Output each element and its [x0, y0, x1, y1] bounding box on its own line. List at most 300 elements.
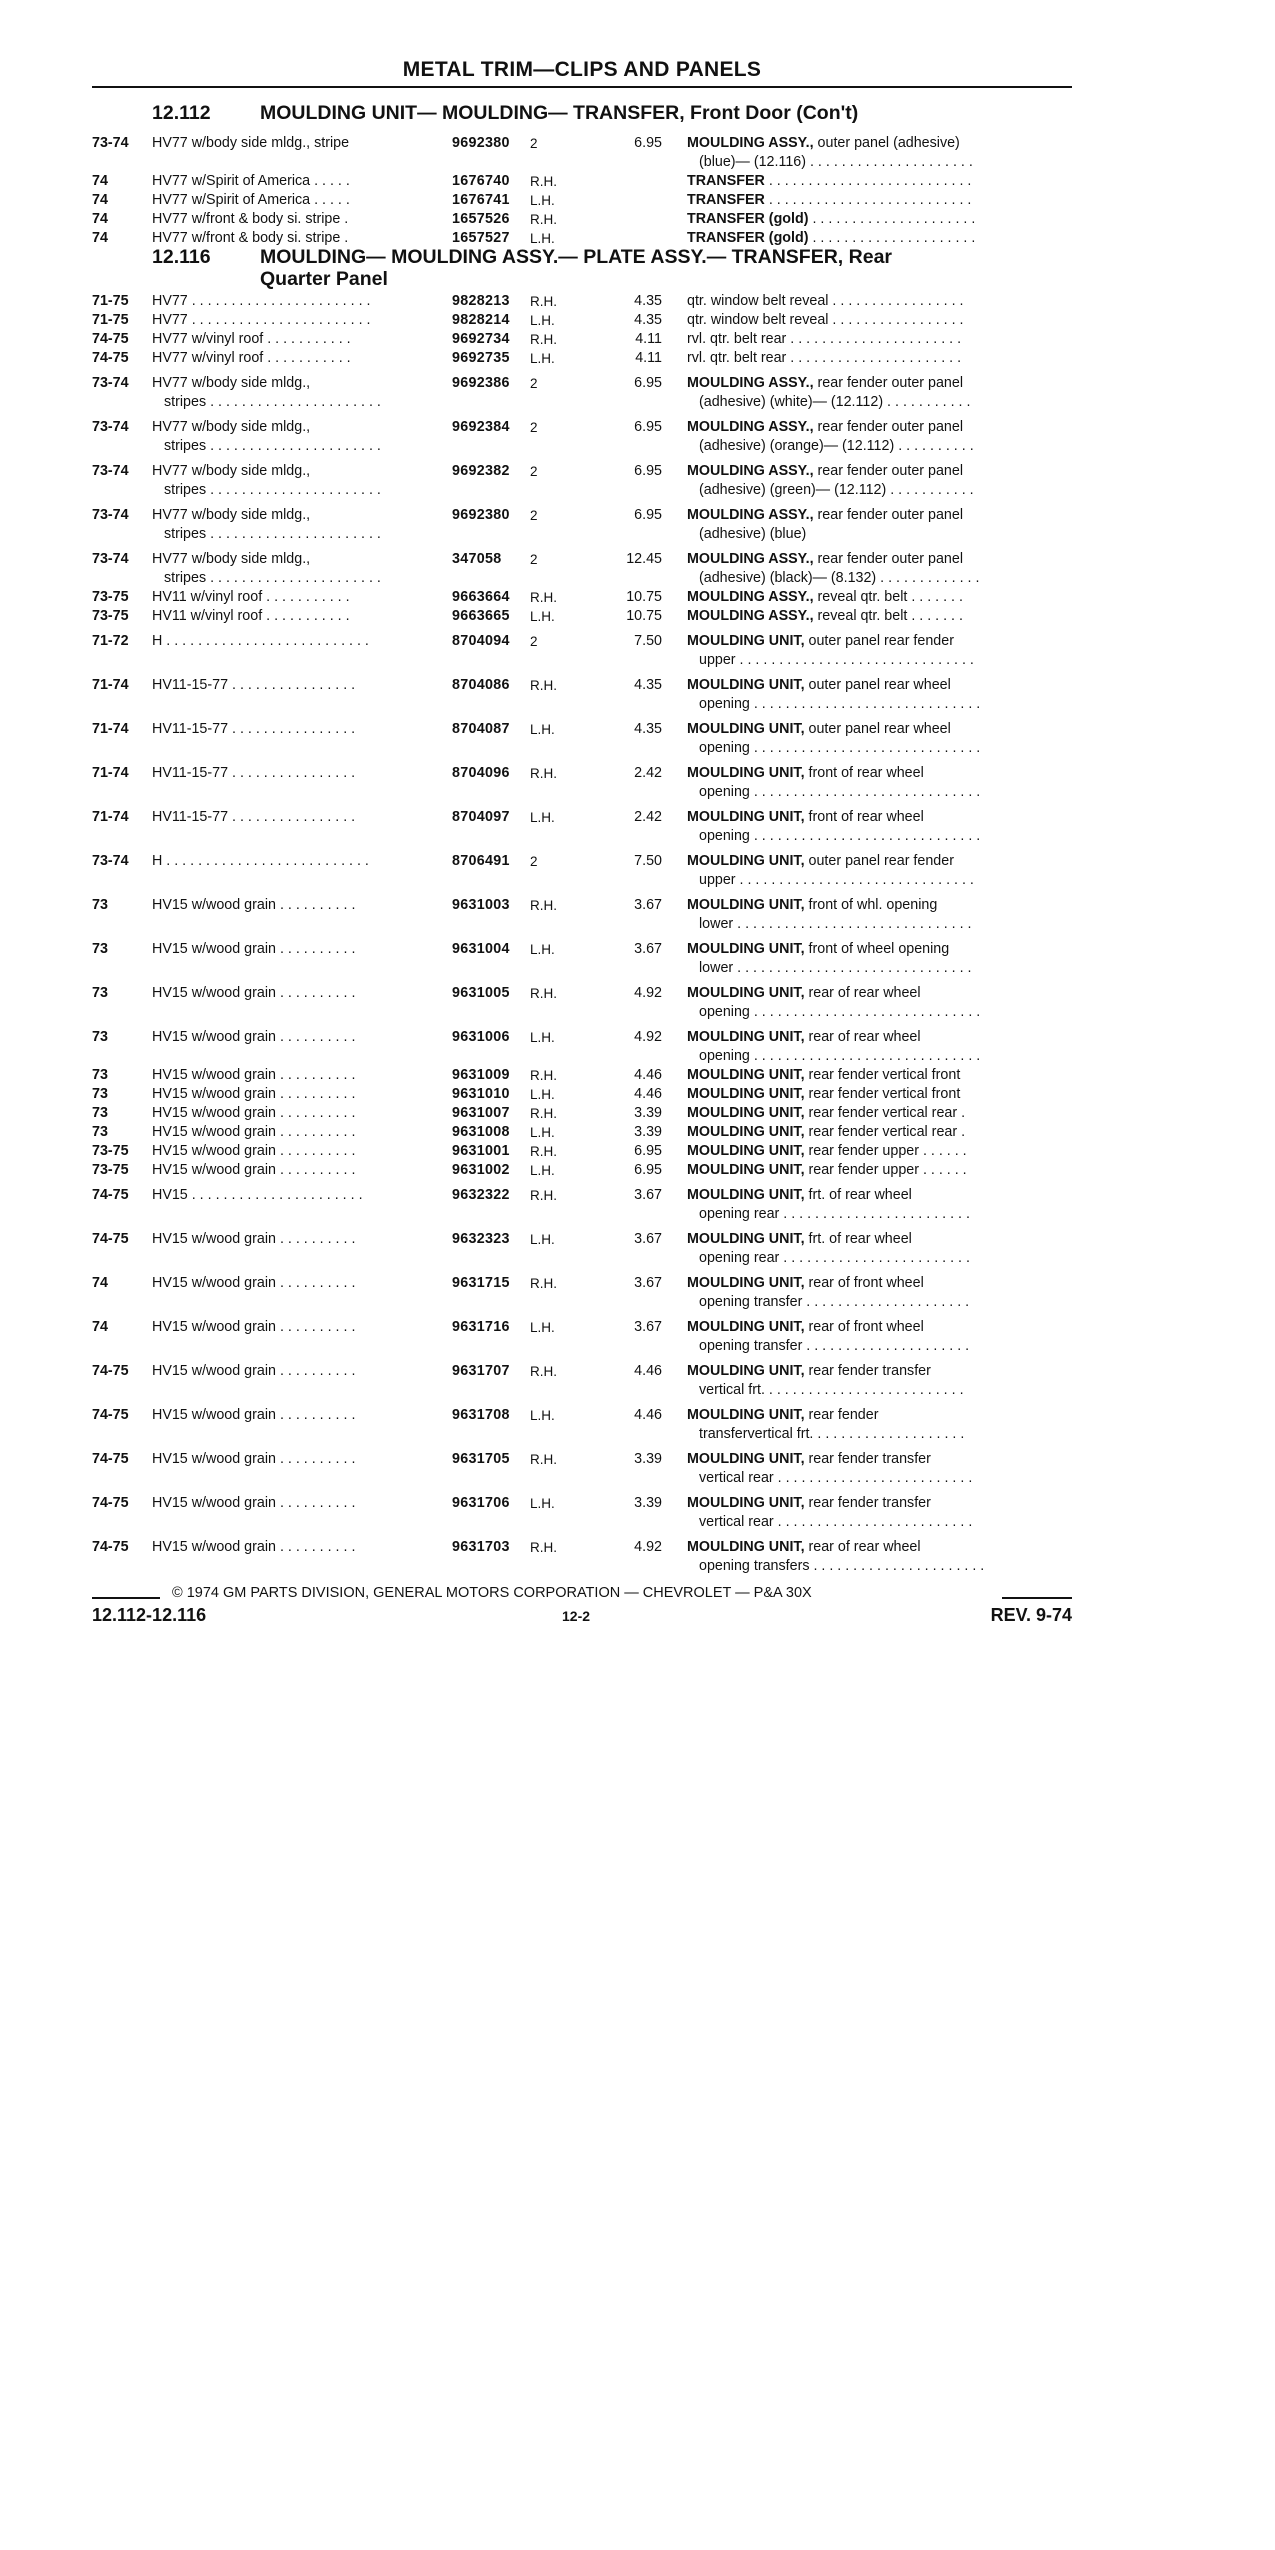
part-name: [687, 607, 1072, 626]
model-application-cont: stripes . . . . . . . . . . . . . . . . . . . . . .: [164, 526, 381, 542]
part-name-detail: qtr. window belt reveal . . . . . . . . . . . . . . . . .: [687, 293, 964, 309]
part-name-bold: MOULDING UNIT,: [687, 1451, 805, 1467]
part-name-bold: MOULDING UNIT,: [687, 1231, 805, 1247]
part-name: [687, 1186, 1072, 1205]
model-years: 74-75: [92, 1495, 129, 1511]
part-row: [92, 210, 1072, 229]
part-name: [687, 1450, 1072, 1469]
model-years: 73: [92, 1105, 108, 1121]
part-row: [92, 330, 1072, 349]
part-name-bold: MOULDING UNIT,: [687, 677, 805, 693]
part-name-detail: rear fender outer panel: [813, 463, 963, 479]
model-application: HV77 w/body side mldg., stripe: [152, 135, 350, 151]
side-or-qty: L.H.: [530, 1408, 555, 1423]
section-title: MOULDING UNIT— MOULDING— TRANSFER, Front Door (Con't): [260, 102, 859, 124]
model-years: 74: [92, 230, 108, 246]
part-name-cont: opening transfer . . . . . . . . . . . . . . . . . . . . .: [699, 1294, 970, 1310]
part-name-bold: MOULDING UNIT,: [687, 1275, 805, 1291]
model-application: HV15 w/wood grain . . . . . . . . . .: [152, 1539, 356, 1555]
part-name-detail: qtr. window belt reveal . . . . . . . . . . . . . . . . .: [687, 312, 964, 328]
part-row: [92, 720, 1072, 758]
part-row: [92, 1123, 1072, 1142]
part-name-detail: rear fender vertical front: [804, 1067, 961, 1083]
model-application: HV15 w/wood grain . . . . . . . . . .: [152, 897, 356, 913]
model-years: 73-74: [92, 135, 129, 151]
side-or-qty: R.H.: [530, 1106, 557, 1121]
part-name-detail: frt. of rear wheel: [804, 1231, 912, 1247]
model-years: 74-75: [92, 1407, 129, 1423]
part-name: [687, 462, 1072, 481]
part-name-bold: MOULDING UNIT,: [687, 1105, 805, 1121]
part-number: 9663664: [452, 589, 510, 605]
part-row: [92, 134, 1072, 172]
model-application: HV77 w/body side mldg.,: [152, 375, 311, 391]
part-name-detail: outer panel rear fender: [804, 853, 954, 869]
model-years: 73-74: [92, 419, 129, 435]
part-name-bold: MOULDING UNIT,: [687, 1407, 805, 1423]
part-name: [687, 134, 1072, 153]
part-row: [92, 418, 1072, 456]
part-name: [687, 940, 1072, 959]
part-name-bold: MOULDING UNIT,: [687, 1363, 805, 1379]
part-name-detail: rear fender outer panel: [813, 375, 963, 391]
side-or-qty: L.H.: [530, 1030, 555, 1045]
part-name-cont: opening . . . . . . . . . . . . . . . . . . . . . . . . . . . . .: [699, 784, 981, 800]
model-application: HV15 w/wood grain . . . . . . . . . .: [152, 1086, 356, 1102]
list-price: 6.95: [634, 1162, 662, 1178]
list-price: 3.39: [634, 1495, 662, 1511]
model-application: HV15 w/wood grain . . . . . . . . . .: [152, 985, 356, 1001]
list-price: 4.35: [634, 677, 662, 693]
model-years: 71-74: [92, 809, 129, 825]
part-number: 9692734: [452, 331, 510, 347]
model-application: HV77 . . . . . . . . . . . . . . . . . . . . . . .: [152, 293, 371, 309]
part-name-bold: MOULDING ASSY.,: [687, 608, 814, 624]
model-application: HV11 w/vinyl roof . . . . . . . . . . .: [152, 608, 350, 624]
part-name: [687, 1318, 1072, 1337]
model-application: HV15 w/wood grain . . . . . . . . . .: [152, 1029, 356, 1045]
model-application: HV77 w/Spirit of America . . . . .: [152, 173, 350, 189]
list-price: 4.92: [634, 1539, 662, 1555]
part-row: [92, 808, 1072, 846]
part-name-detail: front of rear wheel: [804, 809, 924, 825]
model-years: 73-75: [92, 589, 129, 605]
model-years: 71-74: [92, 677, 129, 693]
model-application: HV15 w/wood grain . . . . . . . . . .: [152, 1162, 356, 1178]
part-name-bold: MOULDING ASSY.,: [687, 507, 814, 523]
part-row: [92, 1538, 1072, 1576]
side-or-qty: R.H.: [530, 174, 557, 189]
part-name: [687, 588, 1072, 607]
model-years: 74-75: [92, 1451, 129, 1467]
model-years: 73-74: [92, 551, 129, 567]
model-application: HV77 w/front & body si. stripe .: [152, 211, 349, 227]
part-name-bold: MOULDING UNIT,: [687, 985, 805, 1001]
list-price: 3.39: [634, 1124, 662, 1140]
model-years: 73: [92, 897, 108, 913]
side-or-qty: L.H.: [530, 810, 555, 825]
part-number: 9631708: [452, 1407, 510, 1423]
part-name: [687, 896, 1072, 915]
part-name-detail: rear of rear wheel: [804, 1539, 921, 1555]
model-application: HV77 w/vinyl roof . . . . . . . . . . .: [152, 350, 351, 366]
model-years: 71-75: [92, 293, 129, 309]
part-row: [92, 896, 1072, 934]
part-number: 9631705: [452, 1451, 510, 1467]
part-name: [687, 1028, 1072, 1047]
part-name-cont: transfervertical frt. . . . . . . . . . . . . . . . . . . .: [699, 1426, 965, 1442]
model-application: H . . . . . . . . . . . . . . . . . . . . . . . . . .: [152, 853, 369, 869]
list-price: 10.75: [626, 589, 662, 605]
model-years: 73-74: [92, 853, 129, 869]
part-row: [92, 374, 1072, 412]
part-name-bold: MOULDING UNIT,: [687, 1029, 805, 1045]
part-number: 9632322: [452, 1187, 510, 1203]
model-application: HV15 w/wood grain . . . . . . . . . .: [152, 1067, 356, 1083]
model-years: 74-75: [92, 1539, 129, 1555]
model-application: HV11-15-77 . . . . . . . . . . . . . . . .: [152, 721, 356, 737]
side-or-qty: R.H.: [530, 678, 557, 693]
model-application: HV15 w/wood grain . . . . . . . . . .: [152, 1124, 356, 1140]
part-name-detail: frt. of rear wheel: [804, 1187, 912, 1203]
model-application: HV77 w/body side mldg.,: [152, 507, 311, 523]
model-years: 73: [92, 985, 108, 1001]
part-name-bold: MOULDING ASSY.,: [687, 551, 814, 567]
part-name-detail: rvl. qtr. belt rear . . . . . . . . . . . . . . . . . . . . . .: [687, 331, 962, 347]
part-number: 8704087: [452, 721, 510, 737]
part-name-cont: (adhesive) (white)— (12.112) . . . . . . . . . . .: [699, 394, 971, 410]
model-application-cont: stripes . . . . . . . . . . . . . . . . . . . . . .: [164, 394, 381, 410]
part-row: [92, 852, 1072, 890]
part-name-detail: reveal qtr. belt . . . . . . .: [813, 589, 963, 605]
list-price: 3.67: [634, 1231, 662, 1247]
part-name-cont: upper . . . . . . . . . . . . . . . . . . . . . . . . . . . . . .: [699, 652, 974, 668]
part-name-bold: MOULDING UNIT,: [687, 853, 805, 869]
part-name: [687, 808, 1072, 827]
part-name-detail: rear fender transfer: [804, 1363, 931, 1379]
part-name-bold: MOULDING ASSY.,: [687, 419, 814, 435]
side-or-qty: L.H.: [530, 942, 555, 957]
side-or-qty: R.H.: [530, 1364, 557, 1379]
list-price: 3.67: [634, 1275, 662, 1291]
footer-copyright: © 1974 GM PARTS DIVISION, GENERAL MOTORS CORPORATION — CHEVROLET — P&A 30X: [172, 1585, 812, 1601]
part-row: [92, 1318, 1072, 1356]
model-years: 73-75: [92, 608, 129, 624]
part-name: [687, 191, 1072, 210]
part-name-bold: MOULDING ASSY.,: [687, 135, 814, 151]
model-years: 73-74: [92, 375, 129, 391]
side-or-qty: R.H.: [530, 590, 557, 605]
part-number: 9631001: [452, 1143, 510, 1159]
list-price: 3.67: [634, 941, 662, 957]
footer-rule-right: [1002, 1597, 1072, 1599]
part-name-detail: rear fender: [804, 1407, 879, 1423]
part-name-detail: . . . . . . . . . . . . . . . . . . . . .: [808, 211, 976, 227]
part-row: [92, 676, 1072, 714]
part-number: 9631703: [452, 1539, 510, 1555]
list-price: 10.75: [626, 608, 662, 624]
part-name: [687, 1274, 1072, 1293]
part-name-detail: outer panel (adhesive): [813, 135, 960, 151]
part-name-detail: rear fender outer panel: [813, 551, 963, 567]
part-name-cont: vertical rear . . . . . . . . . . . . . . . . . . . . . . . . .: [699, 1514, 973, 1530]
list-price: 4.46: [634, 1407, 662, 1423]
part-row: [92, 1186, 1072, 1224]
part-row: [92, 1494, 1072, 1532]
side-or-qty: L.H.: [530, 609, 555, 624]
list-price: 6.95: [634, 375, 662, 391]
part-name: [687, 1494, 1072, 1513]
footer-page-number: 12-2: [562, 1608, 591, 1624]
part-row: [92, 588, 1072, 607]
list-price: 6.95: [634, 135, 662, 151]
part-name-detail: rear of front wheel: [804, 1275, 924, 1291]
part-name-cont: opening transfer . . . . . . . . . . . . . . . . . . . . .: [699, 1338, 970, 1354]
part-row: [92, 607, 1072, 626]
model-application-cont: stripes . . . . . . . . . . . . . . . . . . . . . .: [164, 482, 381, 498]
model-years: 74-75: [92, 1231, 129, 1247]
list-price: 2.42: [634, 765, 662, 781]
model-years: 74-75: [92, 1363, 129, 1379]
part-name-cont: opening . . . . . . . . . . . . . . . . . . . . . . . . . . . . .: [699, 696, 981, 712]
part-name: [687, 1123, 1072, 1142]
part-row: [92, 1450, 1072, 1488]
list-price: 12.45: [626, 551, 662, 567]
part-name-detail: outer panel rear fender: [804, 633, 954, 649]
list-price: 7.50: [634, 853, 662, 869]
side-or-qty: L.H.: [530, 193, 555, 208]
model-application: HV77 w/front & body si. stripe .: [152, 230, 349, 246]
part-name: [687, 1104, 1072, 1123]
part-number: 9631008: [452, 1124, 510, 1140]
side-or-qty: L.H.: [530, 722, 555, 737]
part-number: 8704096: [452, 765, 510, 781]
part-number: 9692384: [452, 419, 510, 435]
part-number: 9631010: [452, 1086, 510, 1102]
part-row: [92, 1104, 1072, 1123]
part-name: [687, 418, 1072, 437]
part-number: 347058: [452, 551, 502, 567]
part-number: 9692380: [452, 135, 510, 151]
part-name-detail: rear fender upper . . . . . .: [804, 1162, 967, 1178]
model-years: 74: [92, 173, 108, 189]
list-price: 4.35: [634, 312, 662, 328]
part-number: 9631715: [452, 1275, 510, 1291]
part-name: [687, 506, 1072, 525]
model-years: 73-74: [92, 507, 129, 523]
part-row: [92, 506, 1072, 544]
part-number: 9692386: [452, 375, 510, 391]
section-number: 12.116: [152, 246, 211, 268]
part-number: 9631003: [452, 897, 510, 913]
part-name-cont: lower . . . . . . . . . . . . . . . . . . . . . . . . . . . . . .: [699, 960, 972, 976]
list-price: 4.46: [634, 1086, 662, 1102]
part-number: 8706491: [452, 853, 510, 869]
side-or-qty: R.H.: [530, 332, 557, 347]
part-name-cont: upper . . . . . . . . . . . . . . . . . . . . . . . . . . . . . .: [699, 872, 974, 888]
side-or-qty: R.H.: [530, 986, 557, 1001]
part-name: [687, 292, 1072, 311]
part-number: 9692380: [452, 507, 510, 523]
page-title: METAL TRIM—CLIPS AND PANELS: [402, 58, 762, 81]
part-number: 9631004: [452, 941, 510, 957]
part-name-bold: MOULDING UNIT,: [687, 1124, 805, 1140]
model-years: 71-74: [92, 721, 129, 737]
part-number: 9631006: [452, 1029, 510, 1045]
side-or-qty: L.H.: [530, 313, 555, 328]
side-or-qty: 2: [530, 420, 538, 435]
part-name-cont: opening . . . . . . . . . . . . . . . . . . . . . . . . . . . . .: [699, 828, 981, 844]
model-years: 74-75: [92, 331, 129, 347]
part-name: [687, 720, 1072, 739]
part-number: 9631002: [452, 1162, 510, 1178]
side-or-qty: R.H.: [530, 766, 557, 781]
model-application-cont: stripes . . . . . . . . . . . . . . . . . . . . . .: [164, 570, 381, 586]
model-years: 73-74: [92, 463, 129, 479]
part-number: 1676740: [452, 173, 510, 189]
part-name: [687, 1161, 1072, 1180]
part-name-detail: rear fender outer panel: [813, 507, 963, 523]
part-name-detail: . . . . . . . . . . . . . . . . . . . . .: [808, 230, 976, 246]
model-application: HV15 w/wood grain . . . . . . . . . .: [152, 1275, 356, 1291]
part-name-cont: vertical frt. . . . . . . . . . . . . . . . . . . . . . . . . .: [699, 1382, 964, 1398]
model-years: 73: [92, 1029, 108, 1045]
footer-revision: REV. 9-74: [990, 1605, 1072, 1625]
side-or-qty: R.H.: [530, 294, 557, 309]
footer-section-range: 12.112-12.116: [92, 1605, 207, 1625]
part-name-detail: rear fender upper . . . . . .: [804, 1143, 967, 1159]
part-row: [92, 172, 1072, 191]
model-years: 71-75: [92, 312, 129, 328]
part-name-detail: . . . . . . . . . . . . . . . . . . . . . . . . . .: [764, 173, 972, 189]
part-name-cont: opening rear . . . . . . . . . . . . . . . . . . . . . . . .: [699, 1206, 970, 1222]
part-name-bold: TRANSFER: [687, 173, 765, 189]
part-row: [92, 1085, 1072, 1104]
part-name-cont: (blue)— (12.116) . . . . . . . . . . . . . . . . . . . . .: [699, 154, 973, 170]
model-years: 71-74: [92, 765, 129, 781]
part-name-detail: rvl. qtr. belt rear . . . . . . . . . . . . . . . . . . . . . .: [687, 350, 962, 366]
part-row: [92, 940, 1072, 978]
part-name-cont: lower . . . . . . . . . . . . . . . . . . . . . . . . . . . . . .: [699, 916, 972, 932]
part-name-cont: opening . . . . . . . . . . . . . . . . . . . . . . . . . . . . .: [699, 1048, 981, 1064]
footer-rule-left: [92, 1597, 160, 1599]
section-heading: [92, 100, 1072, 128]
part-name-bold: MOULDING UNIT,: [687, 1067, 805, 1083]
part-row: [92, 1066, 1072, 1085]
section-subtitle: Quarter Panel: [260, 268, 388, 290]
part-name-cont: opening transfers . . . . . . . . . . . . . . . . . . . . . .: [699, 1558, 985, 1574]
model-application: HV77 w/Spirit of America . . . . .: [152, 192, 350, 208]
part-name-bold: TRANSFER: [687, 192, 765, 208]
part-name-bold: MOULDING UNIT,: [687, 721, 805, 737]
part-number: 1676741: [452, 192, 510, 208]
part-name-bold: MOULDING UNIT,: [687, 1319, 805, 1335]
model-application: HV15 w/wood grain . . . . . . . . . .: [152, 1495, 356, 1511]
part-row: [92, 550, 1072, 588]
list-price: 3.39: [634, 1451, 662, 1467]
part-name-bold: TRANSFER (gold): [687, 211, 809, 227]
part-name-cont: (adhesive) (green)— (12.112) . . . . . . . . . . .: [699, 482, 974, 498]
part-name-bold: MOULDING UNIT,: [687, 1143, 805, 1159]
part-name-detail: outer panel rear wheel: [804, 721, 951, 737]
model-application: HV77 . . . . . . . . . . . . . . . . . . . . . . .: [152, 312, 371, 328]
part-row: [92, 462, 1072, 500]
side-or-qty: R.H.: [530, 1068, 557, 1083]
part-name-bold: MOULDING ASSY.,: [687, 375, 814, 391]
part-row: [92, 1362, 1072, 1400]
model-years: 74: [92, 1319, 108, 1335]
part-row: [92, 764, 1072, 802]
part-name-bold: MOULDING UNIT,: [687, 765, 805, 781]
part-name-detail: rear fender vertical rear .: [804, 1124, 966, 1140]
part-name: [687, 676, 1072, 695]
list-price: 3.67: [634, 1187, 662, 1203]
list-price: 3.39: [634, 1105, 662, 1121]
part-number: 9631707: [452, 1363, 510, 1379]
part-number: 9631706: [452, 1495, 510, 1511]
model-years: 74: [92, 211, 108, 227]
part-name: [687, 852, 1072, 871]
list-price: 3.67: [634, 897, 662, 913]
list-price: 4.11: [635, 350, 662, 366]
part-name-cont: opening rear . . . . . . . . . . . . . . . . . . . . . . . .: [699, 1250, 970, 1266]
part-name: [687, 984, 1072, 1003]
side-or-qty: R.H.: [530, 1540, 557, 1555]
model-years: 74: [92, 1275, 108, 1291]
model-application: HV11-15-77 . . . . . . . . . . . . . . . .: [152, 677, 356, 693]
part-row: [92, 984, 1072, 1022]
part-number: 1657527: [452, 230, 510, 246]
part-number: 8704086: [452, 677, 510, 693]
part-name-cont: vertical rear . . . . . . . . . . . . . . . . . . . . . . . . .: [699, 1470, 973, 1486]
part-name-cont: (adhesive) (blue): [699, 526, 807, 542]
part-name: [687, 1142, 1072, 1161]
part-number: 9663665: [452, 608, 510, 624]
part-number: 9631716: [452, 1319, 510, 1335]
model-application-cont: stripes . . . . . . . . . . . . . . . . . . . . . .: [164, 438, 381, 454]
part-row: [92, 191, 1072, 210]
side-or-qty: 2: [530, 854, 538, 869]
part-name: [687, 550, 1072, 569]
part-name-cont: (adhesive) (black)— (8.132) . . . . . . . . . . . . .: [699, 570, 980, 586]
part-number: 8704097: [452, 809, 510, 825]
model-application: HV15 w/wood grain . . . . . . . . . .: [152, 1105, 356, 1121]
catalog-section: [92, 244, 1072, 1576]
model-application: HV77 w/vinyl roof . . . . . . . . . . .: [152, 331, 351, 347]
model-application: HV15 w/wood grain . . . . . . . . . .: [152, 1231, 356, 1247]
part-name-bold: MOULDING UNIT,: [687, 1086, 805, 1102]
model-years: 73-75: [92, 1162, 129, 1178]
side-or-qty: R.H.: [530, 1188, 557, 1203]
part-name-bold: MOULDING UNIT,: [687, 1539, 805, 1555]
part-name-detail: rear of front wheel: [804, 1319, 924, 1335]
list-price: 4.92: [634, 1029, 662, 1045]
part-name: [687, 1538, 1072, 1557]
part-name-detail: rear fender outer panel: [813, 419, 963, 435]
list-price: 6.95: [634, 507, 662, 523]
part-number: 1657526: [452, 211, 510, 227]
side-or-qty: L.H.: [530, 1496, 555, 1511]
model-application: HV15 w/wood grain . . . . . . . . . .: [152, 1407, 356, 1423]
catalog-section: [92, 100, 1072, 248]
title-rule: [92, 86, 1072, 88]
part-name: [687, 349, 1072, 368]
model-application: H . . . . . . . . . . . . . . . . . . . . . . . . . .: [152, 633, 369, 649]
part-name: [687, 764, 1072, 783]
side-or-qty: 2: [530, 508, 538, 523]
part-name-bold: MOULDING UNIT,: [687, 941, 805, 957]
model-application: HV15 . . . . . . . . . . . . . . . . . . . . . .: [152, 1187, 363, 1203]
